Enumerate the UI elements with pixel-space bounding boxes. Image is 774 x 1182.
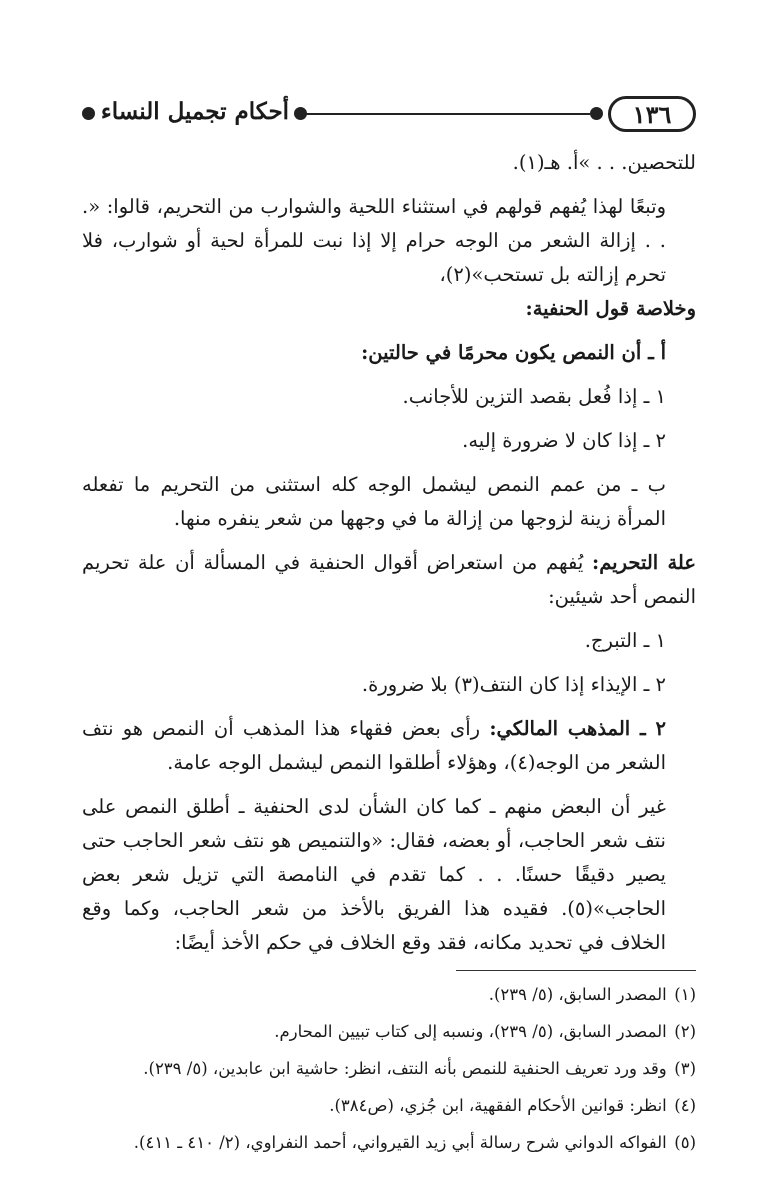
footnote-text: وقد ورد تعريف الحنفية للنمص بأنه النتف، انظر: حاشية ابن عابدين، (٥/ ٢٣٩). (143, 1059, 667, 1078)
paragraph-text: رأى بعض فقهاء هذا المذهب أن النمص هو نتف الشعر من الوجه(٤)، وهؤلاء أطلقوا النمص ليشمل الوجه عامة. (82, 717, 666, 774)
footnote-separator (456, 970, 696, 971)
footnote (82, 1131, 696, 1155)
paragraph: ب ـ من عمم النمص ليشمل الوجه كله استثنى من التحريم ما تفعله المرأة زينة لزوجها من إزالة ما في وجهها من شعر ينفره منها. (82, 473, 666, 530)
paragraph (82, 712, 696, 780)
paragraph: للتحصين. . . »أ. هـ(١). (512, 151, 696, 174)
list-item: ٢ ـ إذا كان لا ضرورة إليه. (462, 429, 666, 452)
list-heading: أ ـ أن النمص يكون محرمًا في حالتين: (361, 341, 666, 364)
section-heading: وخلاصة قول الحنفية: (525, 297, 696, 320)
paragraph: وتبعًا لهذا يُفهم قولهم في استثناء اللحية والشوارب من التحريم، قالوا: «. . . إزالة الشعر من الوجه حرام إلا إذا نبت للمرأة لحية أو شوارب، فلا تحرم إزالته بل تستحب»(٢)، (82, 195, 666, 286)
inline-heading: علة التحريم: (592, 551, 697, 574)
list-item: ١ ـ إذا فُعل بقصد التزين للأجانب. (402, 385, 666, 408)
running-header (82, 96, 696, 138)
footnote (82, 1094, 696, 1118)
footnote-number: (٥) (674, 1133, 696, 1152)
footnote-text: الفواكه الدواني شرح رسالة أبي زيد القيرواني، أحمد النفراوي، (٢/ ٤١٠ ـ ٤١١). (133, 1133, 667, 1152)
paragraph (82, 546, 696, 614)
page-number: ١٣٦ (608, 96, 696, 132)
footnote (82, 1020, 696, 1044)
footnote-number: (٤) (674, 1096, 696, 1115)
inline-heading: ٢ ـ المذهب المالكي: (489, 717, 667, 740)
footnote-number: (٢) (674, 1022, 696, 1041)
list-item: ٢ ـ الإيذاء إذا كان النتف(٣) بلا ضرورة. (361, 673, 666, 696)
footnote-number: (١) (674, 985, 696, 1004)
header-dot-right (590, 107, 603, 120)
header-dot-left (82, 107, 95, 120)
running-title: أحكام تجميل النساء (100, 98, 290, 125)
footnote-text: المصدر السابق، (٥/ ٢٣٩). (488, 985, 667, 1004)
page-body (82, 146, 696, 1168)
paragraph-text: يُفهم من استعراض أقوال الحنفية في المسألة أن علة تحريم النمص أحد شيئين: (82, 551, 696, 608)
footnote-number: (٣) (674, 1059, 696, 1078)
footnote-text: المصدر السابق، (٥/ ٢٣٩)، ونسبه إلى كتاب تبيين المحارم. (274, 1022, 667, 1041)
footnote (82, 983, 696, 1007)
footnote-text: انظر: قوانين الأحكام الفقهية، ابن جُزي، (ص٣٨٤). (329, 1096, 667, 1115)
footnote (82, 1057, 696, 1081)
list-item: ١ ـ التبرج. (584, 629, 666, 652)
header-rule (306, 113, 590, 115)
paragraph: غير أن البعض منهم ـ كما كان الشأن لدى الحنفية ـ أطلق النمص على نتف شعر الحاجب، أو بعضه، فقال: «والتنميص هو نتف شعر الحاجب حتى يصير دقيقًا حسنًا. . . كما تقدم في النامصة التي تزيل شعر بعض الحاجب»(٥). فقيده هذا الفريق بالأخذ من شعر الحاجب، وكما وقع الخلاف في تحديد مكانه، فقد وقع الخلاف في حكم الأخذ أيضًا: (82, 795, 666, 954)
